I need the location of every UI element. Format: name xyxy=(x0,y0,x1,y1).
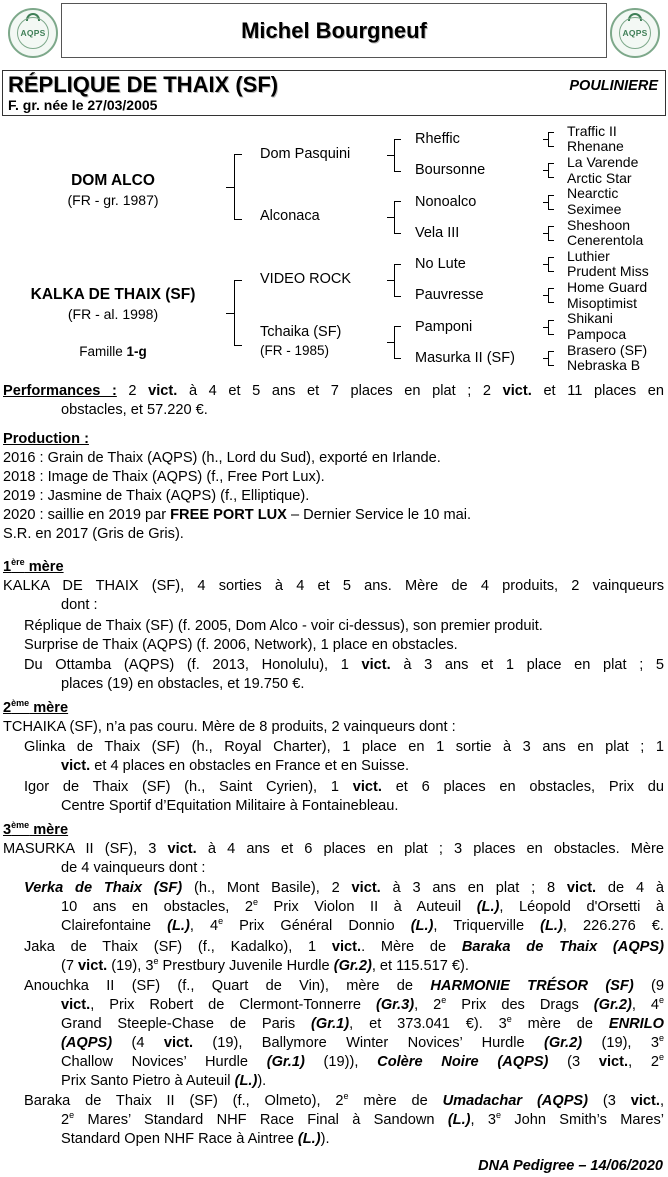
mere3-line: 2e Mares’ Standard NHF Race Final à Sandown (L.), 3e John Smith’s Mares’ xyxy=(61,1110,664,1128)
gen2-sire-sire: Dom Pasquini xyxy=(260,146,351,162)
mere3-line: 10 ans en obstacles, 2e Prix Violon II à Auteuil (L.), Léopold d'Orsetti à xyxy=(61,897,664,915)
bracket-tick xyxy=(543,139,549,140)
bracket-tick xyxy=(387,280,395,281)
production-item: 2018 : Image de Thaix (AQPS) (f., Free Port Lux). xyxy=(3,469,325,485)
mere3-line: (AQPS) (4 vict. (19), Ballymore Winter Novices’ Hurdle (Gr.2) (19), 3e xyxy=(61,1033,664,1051)
gen4-name: Nearctic xyxy=(567,185,619,201)
mere1-line: Réplique de Thaix (SF) (f. 2005, Dom Alco - voir ci-dessus), son premier produit. xyxy=(24,618,543,634)
mere3-line: Jaka de Thaix (SF) (f., Kadalko), 1 vict.. Mère de Baraka de Thaix (AQPS) xyxy=(24,939,665,955)
bracket xyxy=(394,201,401,234)
production-heading: Production : xyxy=(3,431,89,447)
gen2-sire-dam: Alconaca xyxy=(260,208,320,224)
production-item: 2016 : Grain de Thaix (AQPS) (h., Lord du Sud), exporté en Irlande. xyxy=(3,450,441,466)
mere1-line: Du Ottamba (AQPS) (f. 2013, Honolulu), 1 vict. à 3 ans et 1 place en plat ; 5 xyxy=(24,657,664,673)
gen2-dam-dam: Tchaika (SF) xyxy=(260,324,342,340)
gen4-name: Prudent Miss xyxy=(567,263,649,279)
bracket-tick xyxy=(543,327,549,328)
mere1-line: dont : xyxy=(61,597,98,613)
logo-text: AQPS xyxy=(17,17,49,49)
bracket xyxy=(394,326,401,359)
bracket xyxy=(394,264,401,297)
gen4-name: Traffic II xyxy=(567,123,617,139)
gen3-name: Boursonne xyxy=(415,162,486,178)
family: Famille 1-g xyxy=(79,344,147,359)
bracket-tick xyxy=(387,155,395,156)
sire-name: DOM ALCO xyxy=(71,172,155,189)
mere3-heading: 3ème mère xyxy=(3,820,69,838)
horse-birth: F. gr. née le 27/03/2005 xyxy=(8,97,158,113)
mere3-line: Standard Open NHF Race à Aintree (L.)). xyxy=(61,1131,330,1147)
mere1-heading: 1ère mère xyxy=(3,557,64,575)
bracket-tick xyxy=(543,170,549,171)
bracket-tick xyxy=(543,358,549,359)
horse-name: RÉPLIQUE DE THAIX (SF) xyxy=(8,72,279,97)
gen4-name: Rhenane xyxy=(567,138,624,154)
sire-detail: (FR - gr. 1987) xyxy=(67,192,159,208)
gen3-name: Vela III xyxy=(415,225,460,241)
mere1-line: KALKA DE THAIX (SF), 4 sorties à 4 et 5 ans. Mère de 4 produits, 2 vainqueurs xyxy=(3,578,664,594)
mere3-line: (7 vict. (19), 3e Prestbury Juvenile Hurdle (Gr.2), et 115.517 €). xyxy=(61,956,469,974)
mere3-line: Clairefontaine (L.), 4e Prix Général Donnio (L.), Triquerville (L.), 226.276 €. xyxy=(61,916,664,934)
mere3-line: Baraka de Thaix II (SF) (f., Olmeto), 2e mère de Umadachar (AQPS) (3 vict., xyxy=(24,1091,664,1109)
footer: DNA Pedigree – 14/06/2020 xyxy=(478,1158,663,1174)
mere3-line: vict., Prix Robert de Clermont-Tonnerre (Gr.3), 2e Prix des Drags (Gr.2), 4e xyxy=(61,995,665,1013)
gen4-name: Misoptimist xyxy=(567,295,638,311)
production-item: S.R. en 2017 (Gris de Gris). xyxy=(3,526,184,542)
bracket xyxy=(234,280,242,346)
gen3-name: Masurka II (SF) xyxy=(415,350,515,366)
logo-text: AQPS xyxy=(619,17,651,49)
aqps-logo-right xyxy=(610,8,660,58)
mere3-line: MASURKA II (SF), 3 vict. à 4 ans et 6 places en plat ; 3 places en obstacles. Mère xyxy=(3,841,664,857)
bracket-tick xyxy=(387,217,395,218)
mere3-line: Prix Santo Pietro à Auteuil (L.)). xyxy=(61,1073,267,1089)
bracket xyxy=(234,154,242,220)
mere3-line: Challow Novices’ Hurdle (Gr.1) (19)), Colère Noire (AQPS) (3 vict., 2e xyxy=(61,1052,664,1070)
mere1-line: places (19) en obstacles, et 19.750 €. xyxy=(61,676,305,692)
gen3-name: No Lute xyxy=(415,256,466,272)
mere3-line: Anouchka II (SF) (f., Quart de Vin), mère de HARMONIE TRÉSOR (SF) (9 xyxy=(24,978,665,994)
gen4-name: Luthier xyxy=(567,248,610,264)
aqps-logo-left xyxy=(8,8,58,58)
bracket-tick xyxy=(543,295,549,296)
gen4-name: Sheshoon xyxy=(567,217,631,233)
gen2-dam-sire: VIDEO ROCK xyxy=(260,271,352,287)
bracket-tick xyxy=(543,264,549,265)
mere2-line: vict. et 4 places en obstacles en France et en Suisse. xyxy=(61,758,410,774)
mere2-line: Igor de Thaix (SF) (h., Saint Cyrien), 1 vict. et 6 places en obstacles, Prix du xyxy=(24,779,664,795)
gen3-name: Pamponi xyxy=(415,319,473,335)
gen4-name: Nebraska B xyxy=(567,357,641,373)
mere1-line: Surprise de Thaix (AQPS) (f. 2006, Network), 1 place en obstacles. xyxy=(24,637,458,653)
bracket-tick xyxy=(387,342,395,343)
bracket xyxy=(394,139,401,172)
mere2-line: TCHAIKA (SF), n’a pas couru. Mère de 8 produits, 2 vainqueurs dont : xyxy=(3,719,456,735)
mere3-line: Grand Steeple-Chase de Paris (Gr.1), et 373.041 €). 3e mère de ENRILO xyxy=(61,1014,664,1032)
bracket-tick xyxy=(543,233,549,234)
dam-detail: (FR - al. 1998) xyxy=(67,306,159,322)
gen3-name: Nonoalco xyxy=(415,194,477,210)
bracket-tick xyxy=(543,202,549,203)
gen2-dam-dam-detail: (FR - 1985) xyxy=(260,343,330,358)
mere2-line: Centre Sportif d’Equitation Militaire à Fontainebleau. xyxy=(61,798,399,814)
performances-line: Performances : 2 vict. à 4 et 5 ans et 7 places en plat ; 2 vict. et 11 places en xyxy=(3,383,664,399)
mere2-heading: 2ème mère xyxy=(3,698,69,716)
bracket-tick xyxy=(226,313,234,314)
gen3-name: Pauvresse xyxy=(415,287,484,303)
mere3-line: Verka de Thaix (SF) (h., Mont Basile), 2 vict. à 3 ans en plat ; 8 vict. de 4 à xyxy=(24,880,664,896)
breeder-title: Michel Bourgneuf xyxy=(61,3,607,58)
gen4-name: La Varende xyxy=(567,154,639,170)
horse-status: POULINIERE xyxy=(569,78,658,94)
dam-name: KALKA DE THAIX (SF) xyxy=(30,286,196,303)
gen4-name: Cenerentola xyxy=(567,232,644,248)
production-item: 2019 : Jasmine de Thaix (AQPS) (f., Elliptique). xyxy=(3,488,310,504)
gen4-name: Home Guard xyxy=(567,279,648,295)
gen4-name: Arctic Star xyxy=(567,170,632,186)
performances-heading: Performances : xyxy=(3,383,117,399)
gen4-name: Brasero (SF) xyxy=(567,342,648,358)
gen4-name: Pampoca xyxy=(567,326,627,342)
mere3-line: de 4 vainqueurs dont : xyxy=(61,860,206,876)
gen4-name: Seximee xyxy=(567,201,622,217)
production-item: 2020 : saillie en 2019 par FREE PORT LUX – Dernier Service le 10 mai. xyxy=(3,507,472,523)
performances-line: obstacles, et 57.220 €. xyxy=(61,402,208,418)
bracket-tick xyxy=(226,187,234,188)
gen4-name: Shikani xyxy=(567,310,613,326)
mere2-line: Glinka de Thaix (SF) (h., Royal Charter), 1 place en 1 sortie à 3 ans en plat ; 1 xyxy=(24,739,664,755)
gen3-name: Rheffic xyxy=(415,131,460,147)
